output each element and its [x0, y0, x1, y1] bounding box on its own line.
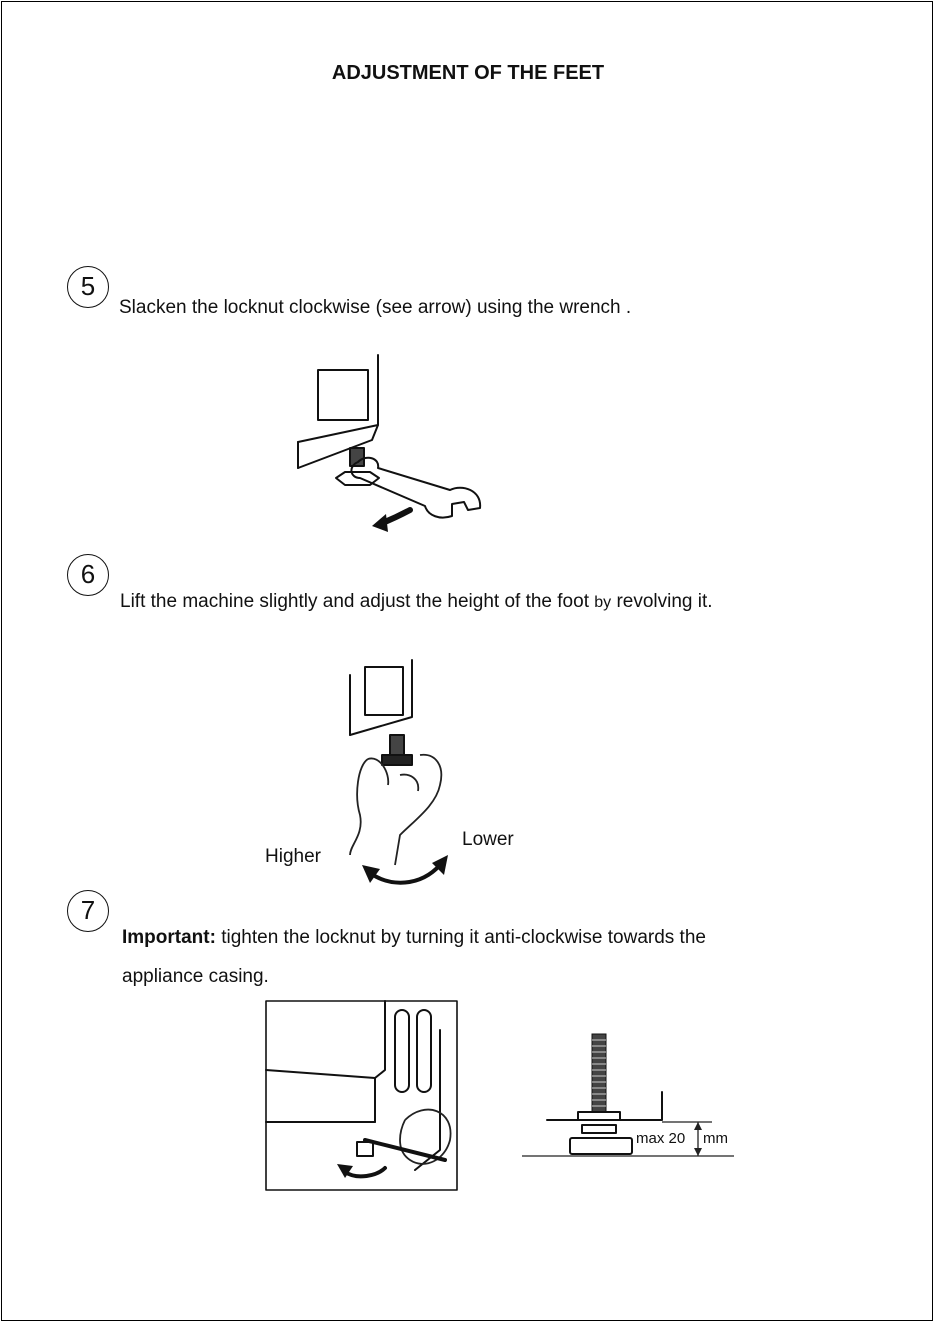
figure-6-hand-adjust-illustration: [340, 655, 500, 895]
step-6-number: 6: [67, 554, 109, 596]
figure-5-wrench-illustration: [250, 350, 500, 545]
figure-7-foot-diagram: [522, 1030, 737, 1170]
step-5-text: Slacken the locknut clockwise (see arrow) using the wrench .: [119, 297, 632, 318]
step-6-text: Lift the machine slightly and adjust the height of the foot by revolving it.: [120, 591, 713, 612]
max-height-unit: mm: [703, 1130, 728, 1147]
step-7-text: Important: tighten the locknut by turning it anti-clockwise towards the: [122, 927, 706, 948]
step-7-number: 7: [67, 890, 109, 932]
page-title: ADJUSTMENT OF THE FEET: [331, 62, 605, 84]
figure-7-locknut-tighten-illustration: [265, 1000, 460, 1192]
lower-label: Lower: [462, 829, 514, 850]
max-height-label: max 20: [636, 1130, 686, 1147]
higher-label: Higher: [265, 846, 321, 867]
step-5-number: 5: [67, 266, 109, 308]
step-7-text-line2: appliance casing.: [122, 966, 269, 987]
